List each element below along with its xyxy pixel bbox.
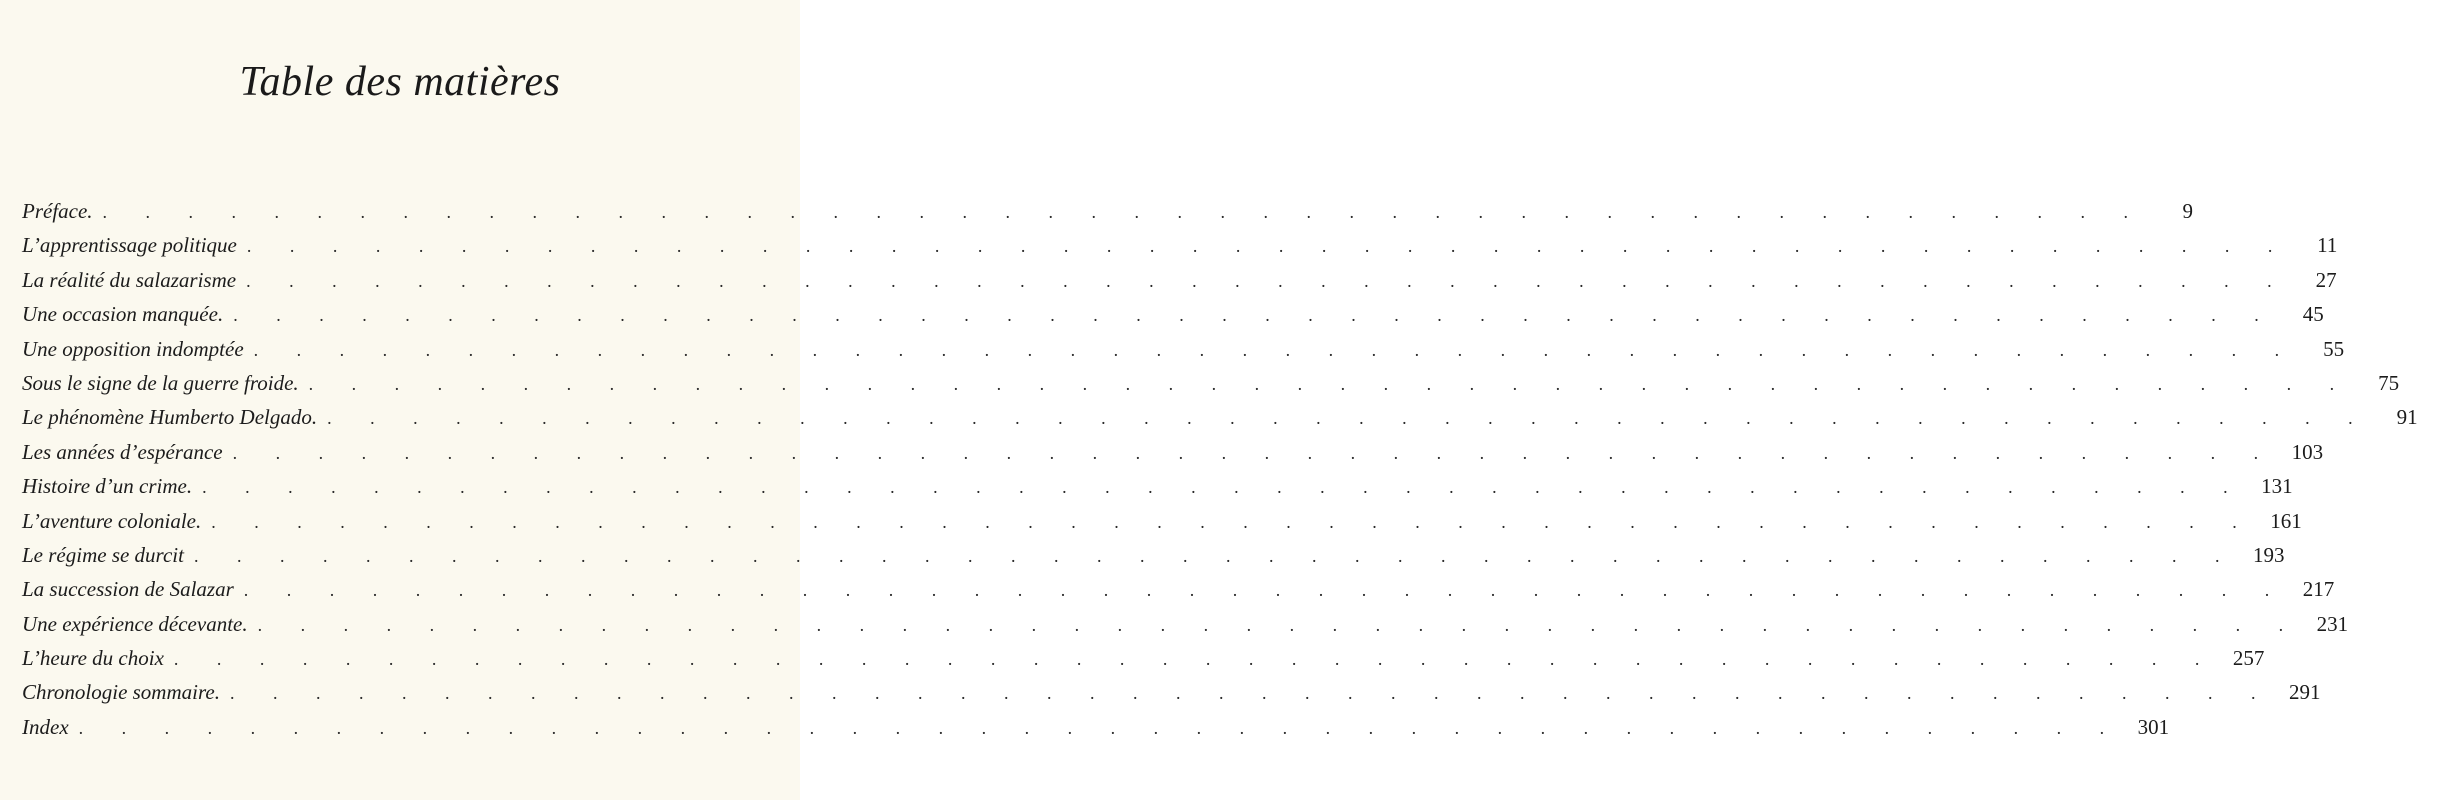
toc-entry-page: 27 (2315, 267, 2337, 292)
toc-entry-page: 301 (2137, 714, 2170, 739)
dot-leader: . . . . . . . . . . . . . . . . . . . . . . . . . . . . . . . . . . . . . . . . . . . . . . . . (243, 580, 2287, 601)
toc-entry (22, 469, 2293, 503)
toc-entry (22, 366, 2400, 400)
dot-leader: . . . . . . . . . . . . . . . . . . . . . . . . . . . . . . . . . . . . . . . . . . . . . . . . (253, 339, 2297, 360)
toc-entry (22, 263, 2337, 297)
dot-leader: . . . . . . . . . . . . . . . . . . . . . . . . . . . . . . . . . . . . . . . . . . . . . . . . (173, 649, 2217, 670)
toc-entry-title: Index (22, 714, 69, 739)
dot-leader: . . . . . . . . . . . . . . . . . . . . . . . . . . . . . . . . . . . . . . . . . . . . . . . . (202, 477, 2245, 498)
dot-leader: . . . . . . . . . . . . . . . . . . . . . . . . . . . . . . . . . . . . . . . . . . . . . . . . (232, 442, 2276, 463)
toc-entry-page: 9 (2182, 199, 2194, 223)
toc-entry (22, 641, 2265, 675)
toc-entry-title: La succession de Salazar (22, 577, 234, 602)
toc-entry (22, 332, 2345, 366)
toc-entry-page: 291 (2288, 680, 2321, 705)
toc-entry-title: La réalité du salazarisme (22, 267, 237, 292)
toc-entry-title: Une occasion manquée. (22, 302, 224, 327)
dot-leader: . . . . . . . . . . . . . . . . . . . . . . . . . . . . . . . . . . . . . . . . . . . . . . . . (257, 614, 2301, 635)
toc-entry-title: Histoire d’un crime. (22, 474, 193, 499)
toc-entry-page: 161 (2270, 508, 2302, 533)
dot-leader: . . . . . . . . . . . . . . . . . . . . . . . . . . . . . . . . . . . . . . . . . . . . . . . . (308, 373, 2352, 394)
toc-entry-title: Les années d’espérance (22, 439, 223, 464)
toc-entry-page: 217 (2302, 577, 2335, 602)
toc-entry (22, 504, 2302, 538)
dot-leader: . . . . . . . . . . . . . . . . . . . . . . . . . . . . . . . . . . . . . . . . . . . . . . . . (327, 408, 2370, 429)
toc-entry-page: 55 (2323, 336, 2345, 361)
toc-entry-title: L’heure du choix (22, 646, 164, 671)
toc-entry-title: L’aventure coloniale. (22, 508, 202, 533)
toc-entry-page: 231 (2316, 611, 2349, 636)
toc-entry-page: 45 (2302, 302, 2324, 327)
toc-entry (22, 228, 2338, 262)
toc-entry (22, 400, 2418, 434)
toc-entry (22, 675, 2321, 709)
toc-entry-page: 11 (2317, 233, 2338, 258)
toc-entry-page: 103 (2291, 439, 2324, 464)
dot-leader: . . . . . . . . . . . . . . . . . . . . . . . . . . . . . . . . . . . . . . . . . . . . . . . . (102, 202, 2146, 222)
toc-entry (22, 572, 2335, 606)
toc-entry (22, 297, 2324, 331)
toc-entry-title: Sous le signe de la guerre froide. (22, 370, 299, 395)
table-of-contents (22, 194, 2418, 744)
dot-leader: . . . . . . . . . . . . . . . . . . . . . . . . . . . . . . . . . . . . . . . . . . . . . . . . (246, 236, 2290, 257)
page-title: Table des matières (239, 59, 561, 105)
toc-entry-page: 131 (2261, 474, 2293, 499)
toc-entry-page: 257 (2232, 646, 2265, 671)
toc-entry (22, 607, 2349, 641)
dot-leader: . . . . . . . . . . . . . . . . . . . . . . . . . . . . . . . . . . . . . . . . . . . . . . . . (246, 270, 2289, 291)
toc-entry-title: Une opposition indomptée (22, 336, 244, 361)
toc-entry-title: Préface. (22, 199, 93, 223)
dot-leader: . . . . . . . . . . . . . . . . . . . . . . . . . . . . . . . . . . . . . . . . . . . . . . . . (78, 717, 2122, 738)
toc-entry-page: 193 (2252, 542, 2285, 567)
dot-leader: . . . . . . . . . . . . . . . . . . . . . . . . . . . . . . . . . . . . . . . . . . . . . . . . (229, 683, 2273, 704)
dot-leader: . . . . . . . . . . . . . . . . . . . . . . . . . . . . . . . . . . . . . . . . . . . . . . . . (233, 305, 2276, 326)
toc-entry-title: Le phénomène Humberto Delgado. (22, 405, 318, 430)
toc-entry (22, 194, 2194, 228)
dot-leader: . . . . . . . . . . . . . . . . . . . . . . . . . . . . . . . . . . . . . . . . . . . . . . . . (193, 545, 2237, 566)
toc-entry-page: 91 (2396, 405, 2418, 430)
toc-entry (22, 538, 2285, 572)
toc-entry-page: 75 (2378, 370, 2400, 395)
dot-leader: . . . . . . . . . . . . . . . . . . . . . . . . . . . . . . . . . . . . . . . . . . . . . . . . (211, 511, 2254, 532)
toc-entry-title: Le régime se durcit (22, 542, 184, 567)
toc-entry (22, 710, 2170, 744)
toc-entry-title: L’apprentissage politique (22, 233, 237, 258)
toc-entry (22, 435, 2324, 469)
toc-entry-title: Chronologie sommaire. (22, 680, 220, 705)
toc-entry-title: Une expérience décevante. (22, 611, 248, 636)
